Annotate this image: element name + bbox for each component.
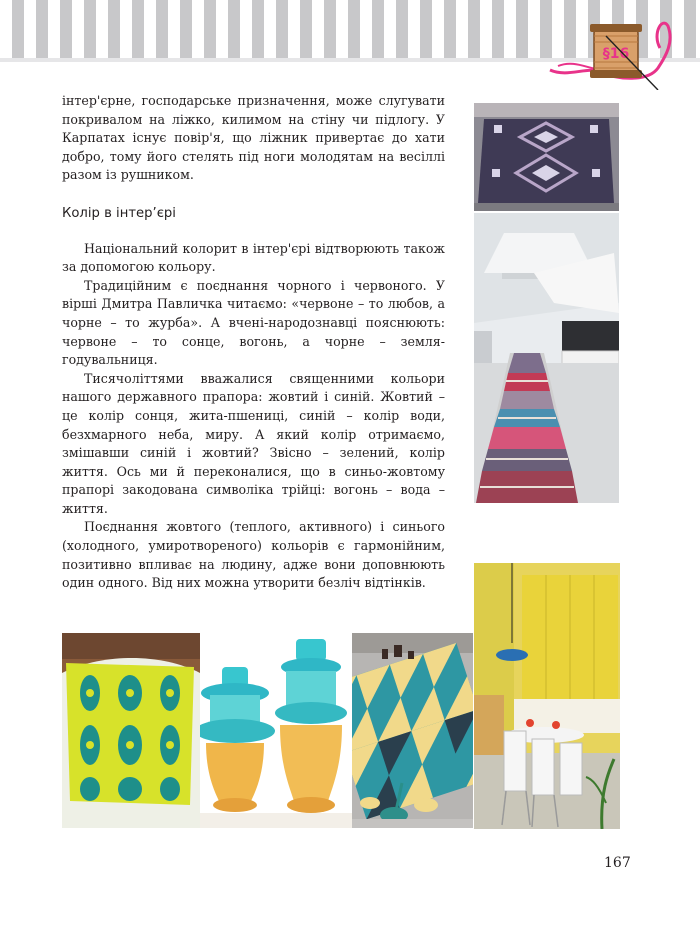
photo-triangle-rug: [352, 633, 473, 828]
main-text-column: [62, 92, 445, 593]
page-number: 167: [604, 855, 631, 871]
photo-glass-vases: [200, 633, 352, 828]
page-ref-label: §16: [602, 46, 630, 62]
paragraph-intro: інтер'єрне, господарське призначення, може слугувати покривалом на ліжко, килимом на стіну чи підлогу. У Карпатах існує повір'я, що ліжник привертає до хати добро, тому його стелять під ноги молодятам на весіллі разом із рушником.: [62, 93, 445, 183]
paragraph-national-color: Національний колорит в інтер'єрі відтворюють також за допомогою кольору.: [62, 240, 445, 275]
photo-pillow: [62, 633, 200, 828]
section-heading: Колір в інтер’єрі: [62, 205, 176, 221]
spool-logo: [548, 8, 680, 90]
spool-icon: [548, 8, 680, 90]
photo-kitchen-runner: [474, 213, 619, 503]
photo-yellow-room: [474, 563, 620, 829]
paragraph-harmony: Поєднання жовтого (теплого, активного) і синього (холодного, умиротвореного) кольорів є гармонійним, позитивно впливає на людину, адже вони доповнюють один одного. Від них можна утворити безліч відтінків.: [62, 519, 445, 591]
paragraph-black-red: Традиційним є поєднання чорного і червоного. У вірші Дмитра Павличка читаємо: «червоне – то любов, а чорне – то журба». А вчені-народознавці пояснюють: червоне – то сонце, вогонь, а чорне – земля-годувальниця.: [62, 277, 445, 368]
paragraph-yellow-blue: Тисячоліттями вважалися священними кольори нашого державного прапора: жовтий і синій. Жовтий – це колір сонця, жита-пшениці, синій – колір води, безхмарного неба, миру. А який колір отримаємо, змішавши синій і жовтий? Звісно – зелений, колір життя. Ось ми й переконалися, що в синьо-жовтому прапорі закодована символіка трійці: вогонь – вода – життя.: [62, 370, 445, 516]
photo-rug: [474, 103, 619, 211]
